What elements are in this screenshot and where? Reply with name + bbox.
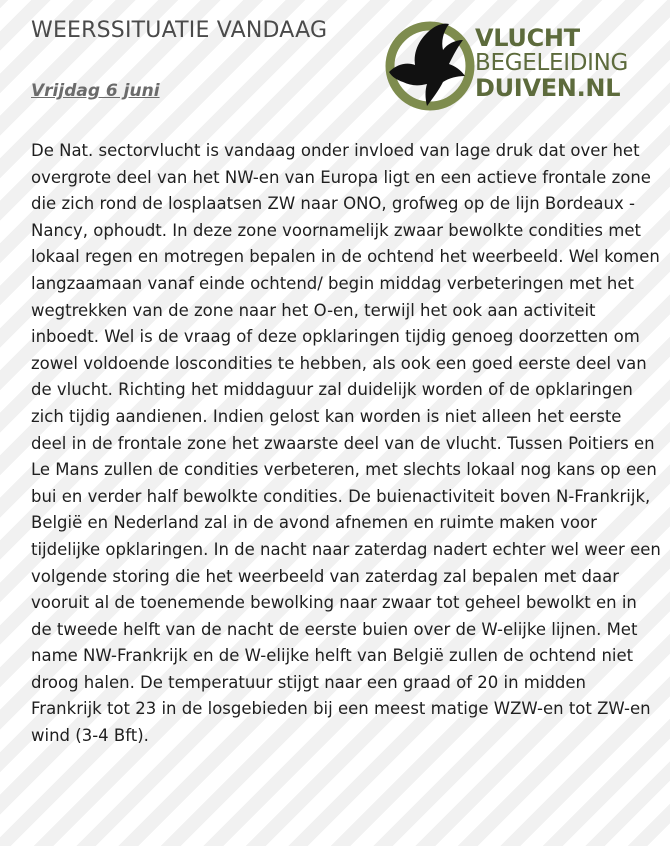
page-title: WEERSSITUATIE VANDAAG	[31, 18, 328, 43]
article-date: Vrijdag 6 juni	[31, 81, 160, 101]
pigeon-icon	[383, 20, 475, 112]
site-logo[interactable]	[383, 20, 653, 112]
logo-line-3: DUIVEN.NL	[475, 74, 621, 102]
logo-wordmark	[475, 26, 628, 101]
logo-line-2: BEGELEIDING	[475, 50, 629, 76]
article-body: De Nat. sectorvlucht is vandaag onder invloed van lage druk dat over het overgrote deel van het NW-en van Europa ligt en een actieve frontale zone die zich rond de losplaatsen ZW naar ONO, grofweg op de lijn Bordeaux - Nancy, ophoudt. In deze zone voornamelijk zwaar bewolkte condities met lokaal regen en motregen bepalen in de ochtend het weerbeeld. Wel komen langzaamaan vanaf einde ochtend/ begin middag verbeteringen met het wegtrekken van de zone naar het O-en, terwijl het ook aan activiteit inboedt. Wel is de vraag of deze opklaringen tijdig genoeg doorzetten om zowel voldoende loscondities te hebben, als ook een goed eerste deel van de vlucht. Richting het middaguur zal duidelijk worden of de opklaringen zich tijdig aandienen. Indien gelost kan worden is niet alleen het eerste deel in de frontale zone het zwaarste deel van de vlucht. Tussen Poitiers en Le Mans zullen de condities verbeteren, met slechts lokaal nog kans op een bui en verder half bewolkte condities. De buienactiviteit boven N-Frankrijk, België en Nederland zal in de avond afnemen en ruimte maken voor tijdelijke opklaringen. In de nacht naar zaterdag nadert echter wel weer een volgende storing die het weerbeeld van zaterdag zal bepalen met daar vooruit al de toenemende bewolking naar zwaar tot geheel bewolkt en in de tweede helft van de nacht de eerste buien over de W-elijke lijnen. Met name NW-Frankrijk en de W-elijke helft van België zullen de ochtend niet droog halen. De temperatuur stijgt naar een graad of 20 in midden Frankrijk tot 23 in de losgebieden bij een meest matige WZW-en tot ZW-en wind (3-4 Bft).	[31, 141, 661, 746]
logo-line-1: VLUCHT	[475, 24, 580, 52]
